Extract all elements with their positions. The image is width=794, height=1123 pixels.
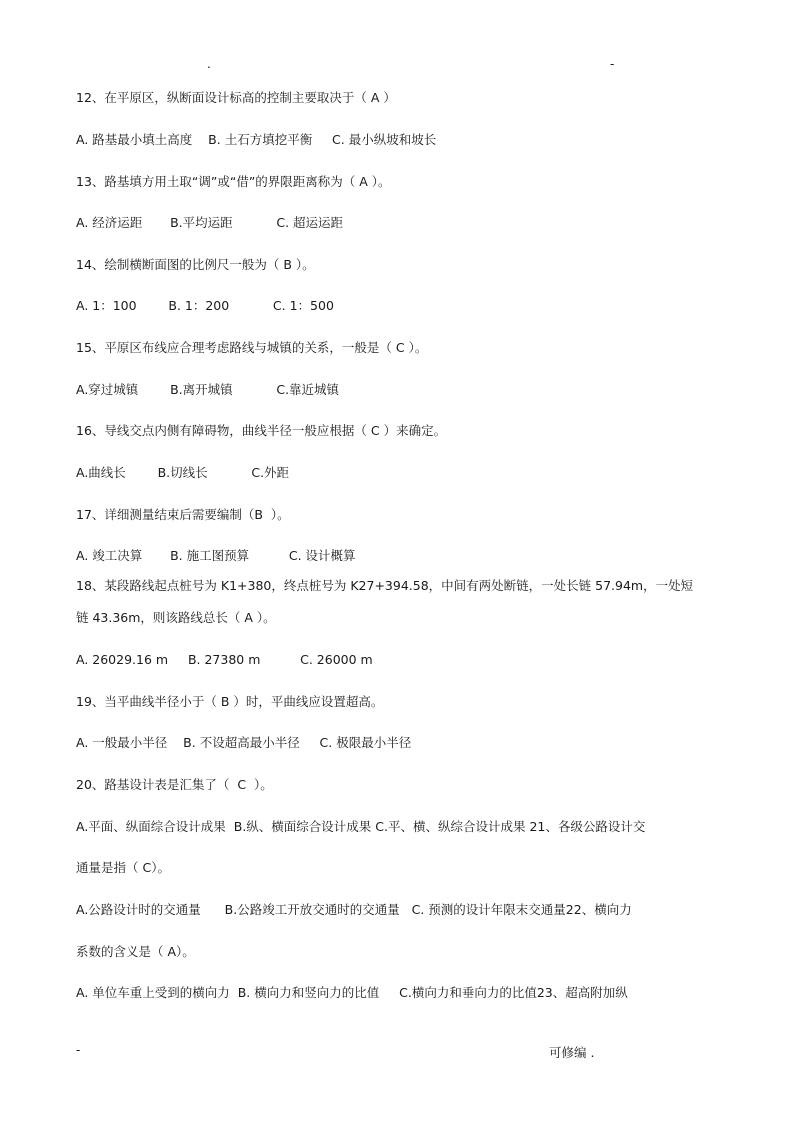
- question-20: 20、路基设计表是汇集了（ C ）。: [76, 777, 273, 792]
- footer-mark-left: -: [76, 1043, 81, 1057]
- question-21-line-2: 通量是指（ C）。: [76, 860, 170, 875]
- question-12: 12、在平原区，纵断面设计标高的控制主要取决于（ A ）: [76, 90, 396, 105]
- question-13: 13、路基填方用土取“调”或“借”的界限距离称为（ A ）。: [76, 174, 391, 189]
- question-14: 14、绘制横断面图的比例尺一般为（ B ）。: [76, 257, 315, 272]
- options-15: A.穿过城镇 B.离开城镇 C.靠近城镇: [76, 382, 340, 397]
- options-21-line-1: A.公路设计时的交通量 B.公路竣工开放交通时的交通量 C. 预测的设计年限末交通量22、横向力: [76, 902, 632, 917]
- question-18-line-1: 18、某段路线起点桩号为 K1+380，终点桩号为 K27+394.58，中间有两处断链，一处长链 57.94m，一处短: [76, 578, 694, 593]
- header-mark-right: -: [610, 57, 615, 71]
- options-16: A.曲线长 B.切线长 C.外距: [76, 465, 290, 480]
- question-17: 17、详细测量结束后需要编制（B ）。: [76, 507, 290, 522]
- options-13: A. 经济运距 B.平均运距 C. 超运运距: [76, 215, 344, 230]
- question-15: 15、平原区布线应合理考虑路线与城镇的关系，一般是（ C ）。: [76, 340, 428, 355]
- question-18-line-2: 链 43.36m，则该路线总长（ A ）。: [76, 610, 276, 625]
- options-20-line-1: A.平面、纵面综合设计成果 B.纵、横面综合设计成果 C.平、横、纵综合设计成果 21、各级公路设计交: [76, 819, 646, 834]
- header-mark-left: .: [207, 57, 211, 71]
- question-16: 16、导线交点内侧有障碍物，曲线半径一般应根据（ C ）来确定。: [76, 423, 447, 438]
- options-14: A. 1：100 B. 1：200 C. 1：500: [76, 298, 334, 313]
- options-22-line-1: A. 单位车重上受到的横向力 B. 横向力和竖向力的比值 C.横向力和垂向力的比值23、超高附加纵: [76, 985, 628, 1000]
- options-17: A. 竣工决算 B. 施工图预算 C. 设计概算: [76, 548, 356, 563]
- footer-editable-note: 可修编 .: [549, 1045, 595, 1060]
- question-22-line-2: 系数的含义是（ A）。: [76, 944, 195, 959]
- options-19: A. 一般最小半径 B. 不设超高最小半径 C. 极限最小半径: [76, 735, 412, 750]
- question-19: 19、当平曲线半径小于（ B ）时，平曲线应设置超高。: [76, 694, 384, 709]
- options-18: A. 26029.16 m B. 27380 m C. 26000 m: [76, 652, 373, 667]
- options-12: A. 路基最小填土高度 B. 土石方填挖平衡 C. 最小纵坡和坡长: [76, 132, 437, 147]
